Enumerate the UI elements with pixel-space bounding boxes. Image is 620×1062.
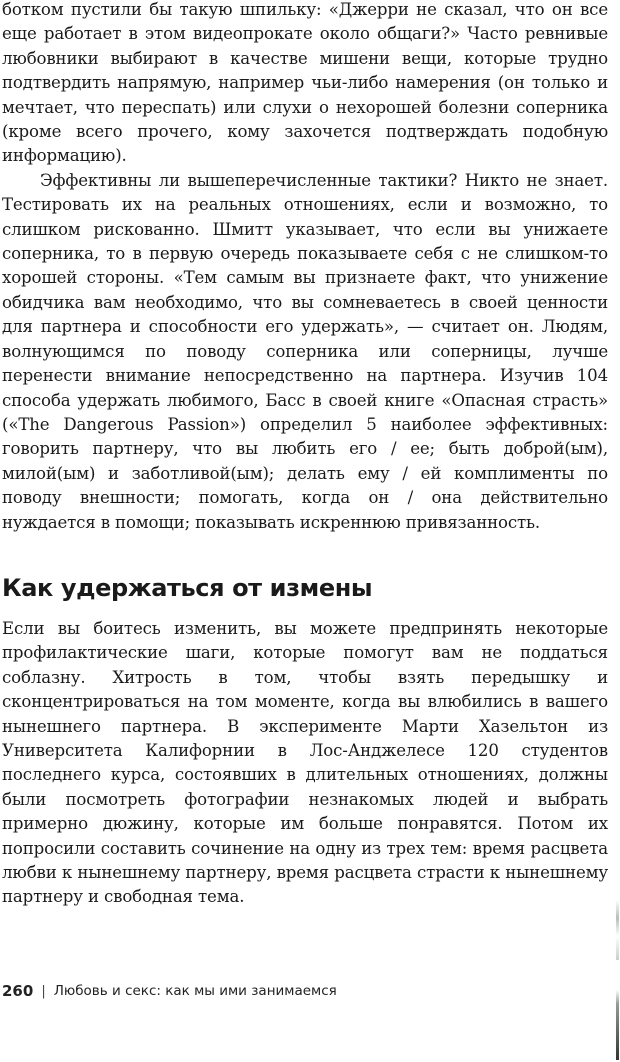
- scan-edge-mark: [616, 900, 619, 960]
- footer-separator: |: [41, 983, 46, 999]
- scan-edge-mark: [616, 990, 619, 1060]
- page-number: 260: [2, 982, 34, 1000]
- running-title: Любовь и секс: как мы ими занимаемся: [53, 983, 337, 999]
- book-page: [2, 0, 608, 910]
- paragraph-tactics: Эффективны ли вышеперечисленные тактики? Никто не знает. Тестировать их на реальных отношениях, если и возможно, то слишком рискованно. Шмитт указывает, что если вы унижаете соперника, то в первую очередь показываете себя с не слишком-то хорошей стороны. «Тем самым вы признаете факт, что унижение обидчика вам необходимо, что вы сомневаетесь в своей ценности для партнера и способности его удержать», — считает он. Людям, волнующимся по поводу соперника или соперницы, лучше перенести внимание непосредственно на партнера. Изучив 104 способа удержать любимого, Басс в своей книге «Опасная страсть» («The Dangerous Passion») определил 5 наиболее эффективных: говорить партнеру, что вы любить его / ее; быть доброй(ым), милой(ым) и заботливой(ым); делать ему / ей комплименты по поводу внешности; помогать, когда он / она действительно нуждается в помощи; показывать искреннюю привязанность.: [2, 170, 608, 532]
- paragraph-continued: ботком пустили бы такую шпильку: «Джерри не сказал, что он все еще работает в этом видеопрокате около общаги?» Часто ревнивые любовники выбирают в качестве мишени вещи, которые трудно подтвердить напрямую, например чьи-либо намерения (он только и мечтает, что переспать) или слухи о нехорошей болезни соперника (кроме всего прочего, кому захочется подтверждать подобную информацию).: [2, 0, 608, 166]
- page-footer: [2, 982, 337, 1000]
- paragraph-section-body: Если вы боитесь изменить, вы можете предпринять некоторые профилактические шаги, которые помогут вам не поддаться соблазну. Хитрость в том, чтобы взять передышку и сконцентрироваться на том моменте, когда вы влюбились в вашего нынешнего партнера. В эксперименте Марти Хазельтон из Университета Калифорнии в Лос-Анджелесе 120 студентов последнего курса, состоявших в длительных отношениях, должны были посмотреть фотографии незнакомых людей и выбрать примерно дюжину, которые им больше понравятся. Потом их попросили составить сочинение на одну из трех тем: время расцвета любви к нынешнему партнеру, время расцвета страсти к нынешнему партнеру и свободная тема.: [2, 618, 608, 907]
- section-heading: Как удержаться от измены: [2, 573, 373, 602]
